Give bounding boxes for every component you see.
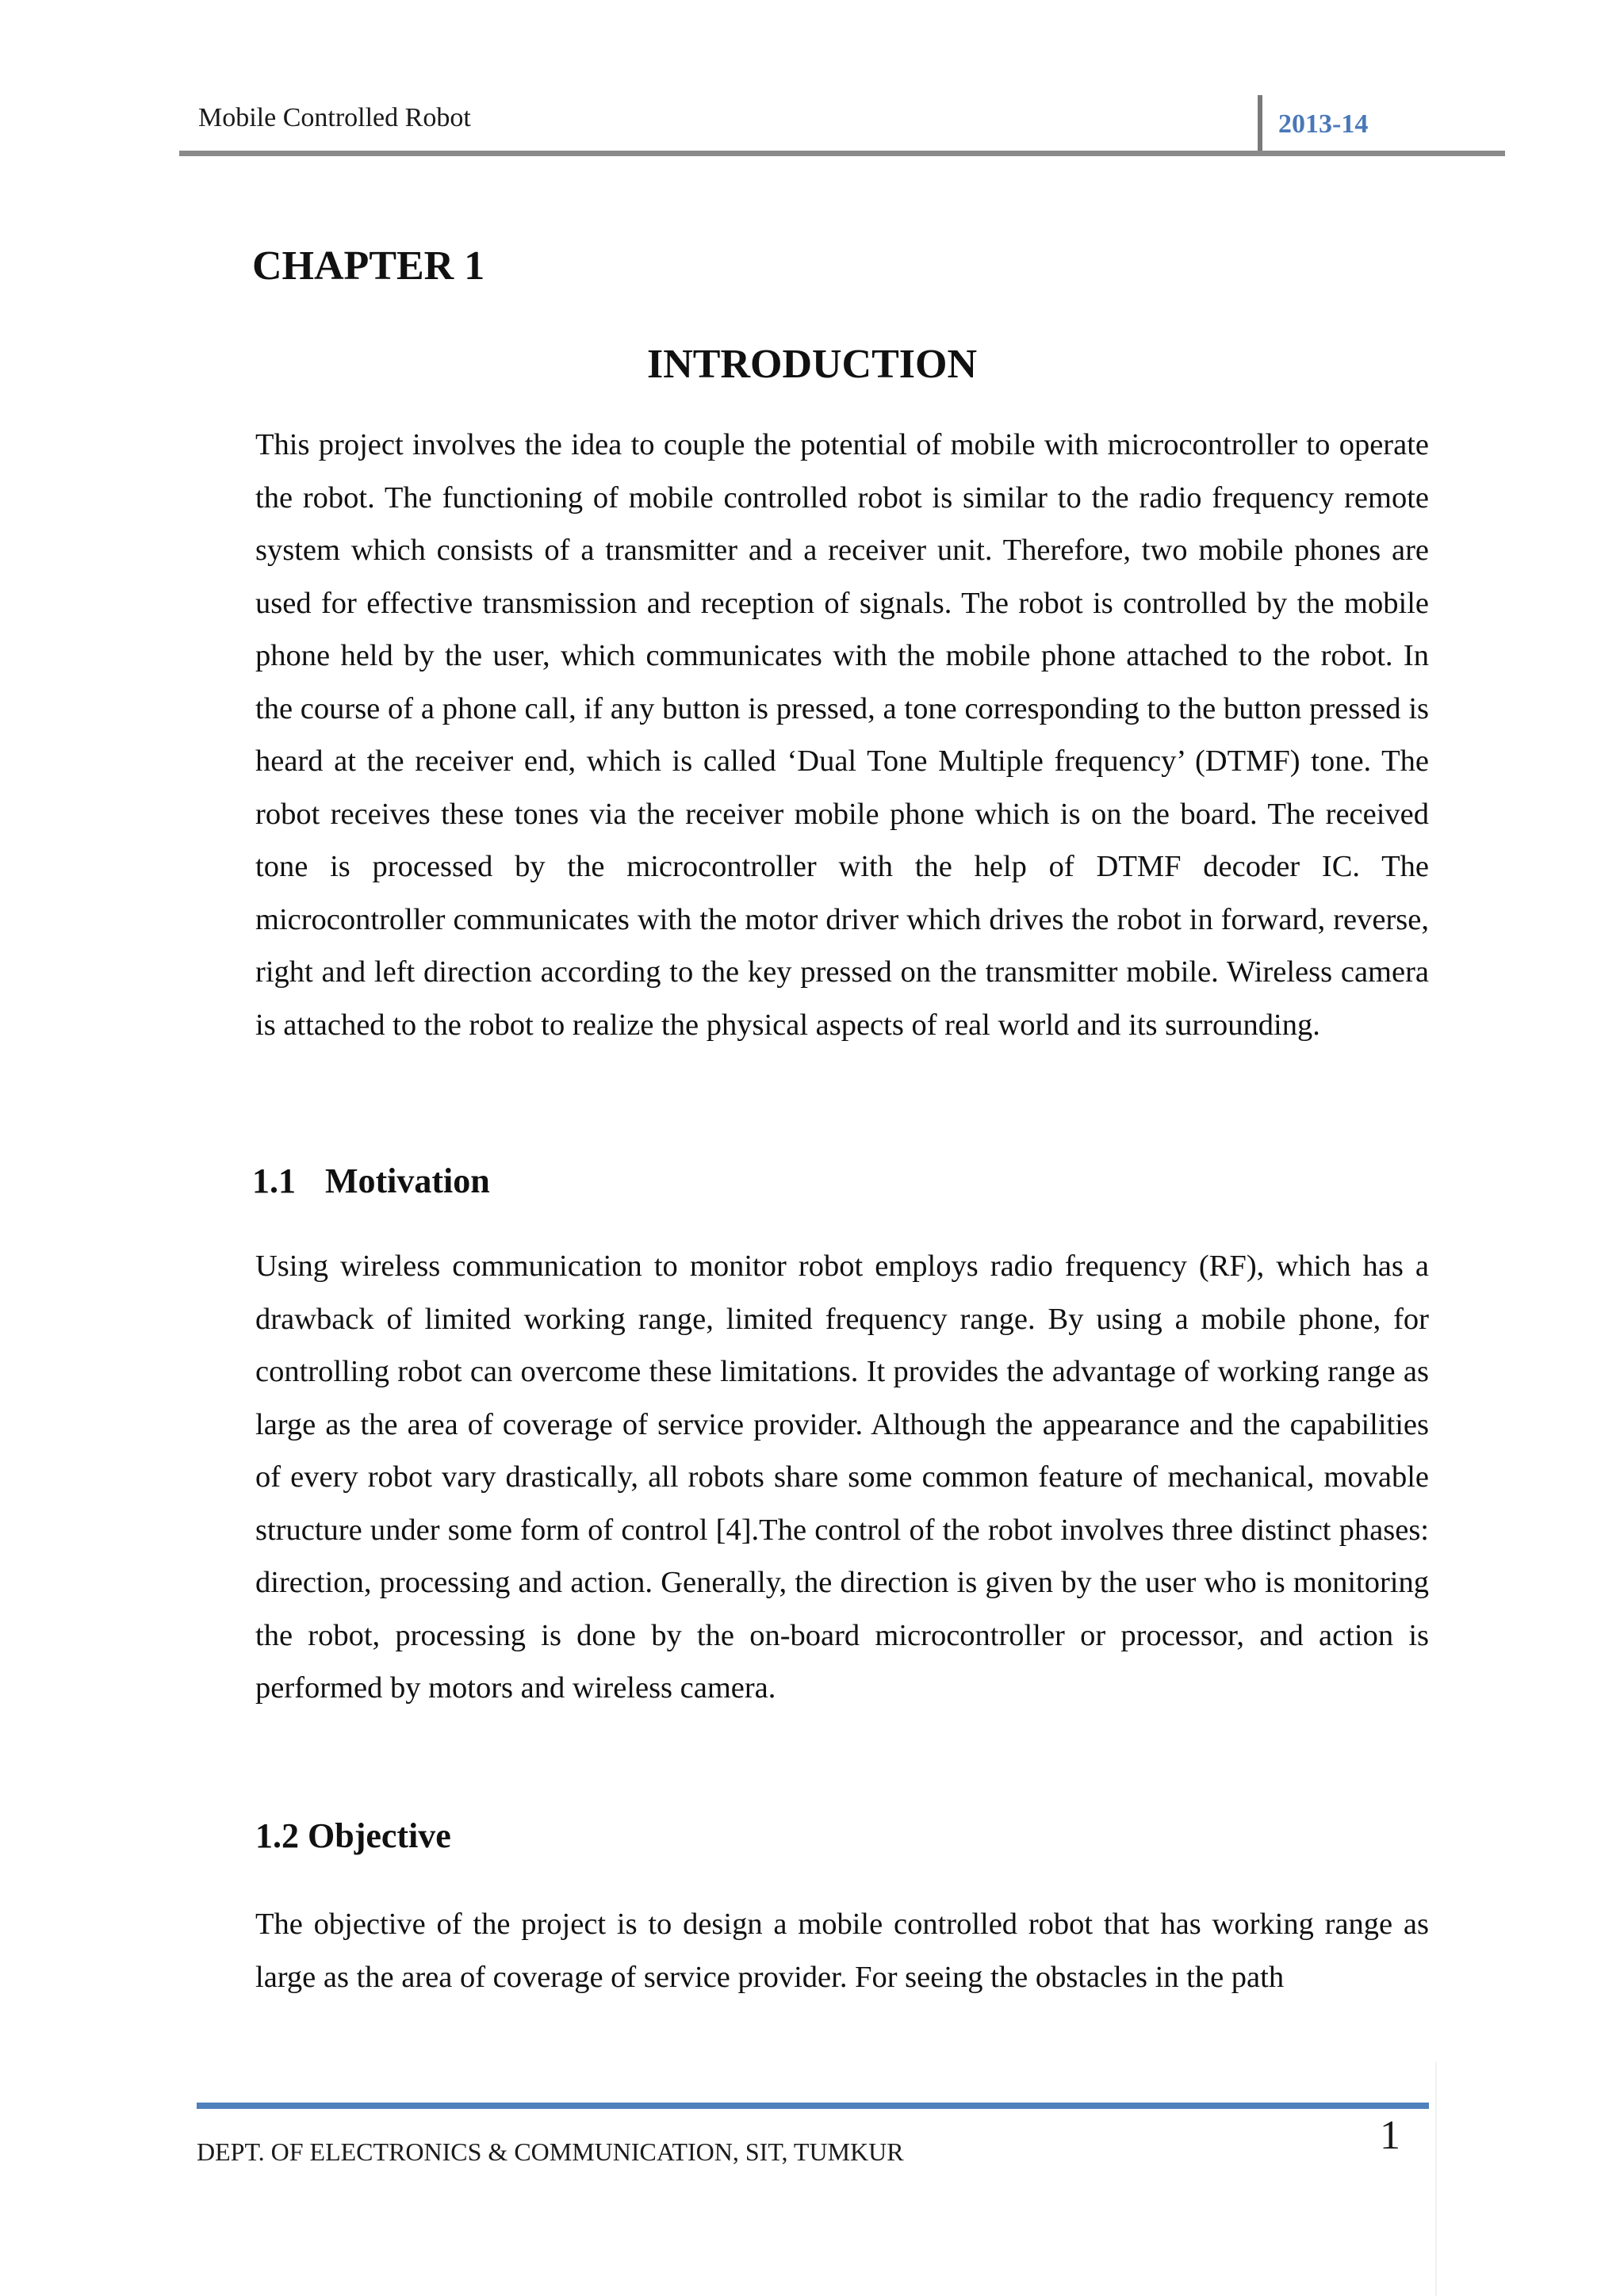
- motivation-paragraph: Using wireless communication to monitor robot employs radio frequency (RF), which has a drawback of limited working range, limited frequency range. By using a mobile phone, for controlling robot can overcome these limitations. It provides the advantage of working range as large as the area of coverage of service provider. Although the appearance and the capabilities of every robot vary drastically, all robots share some common feature of mechanical, movable structure under some form of control [4].The control of the robot involves three distinct phases: direction, processing and action. Generally, the direction is given by the user who is monitoring the robot, processing is done by the on-board microcontroller or processor, and action is performed by motors and wireless camera.: [255, 1249, 1429, 1705]
- section-number: 1.1: [252, 1161, 296, 1200]
- chapter-label: CHAPTER 1: [252, 243, 485, 289]
- footer-rule: [197, 2103, 1429, 2109]
- intro-paragraph: This project involves the idea to couple the potential of mobile with microcontroller to operate the robot. The functioning of mobile controlled robot is similar to the radio frequency remote system which consists of a transmitter and a receiver unit. Therefore, two mobile phones are used for effective transmission and reception of signals. The robot is controlled by the mobile phone held by the user, which communicates with the mobile phone attached to the robot. In the course of a phone call, if any button is pressed, a tone corresponding to the button pressed is heard at the receiver end, which is called ‘Dual Tone Multiple frequency’ (DTMF) tone. The robot receives these tones via the receiver mobile phone which is on the board. The received tone is processed by the microcontroller with the help of DTMF decoder IC. The microcontroller communicates with the motor driver which drives the robot in forward, reverse, right and left direction according to the key pressed on the transmitter mobile. Wireless camera is attached to the robot to realize the physical aspects of real world and its surrounding.: [255, 428, 1429, 1042]
- header-divider: [1258, 95, 1262, 152]
- page-edge-shadow: [1435, 2061, 1437, 2296]
- section-heading-motivation: [252, 1161, 490, 1201]
- section-heading-objective: 1.2 Objective: [255, 1816, 451, 1855]
- page-number: 1: [1380, 2113, 1400, 2158]
- running-header-year: 2013-14: [1278, 109, 1369, 139]
- objective-paragraph: The objective of the project is to design a mobile controlled robot that has working range as large as the area of coverage of service provider. For seeing the obstacles in the path: [255, 1908, 1429, 1994]
- footer-department: DEPT. OF ELECTRONICS & COMMUNICATION, SIT, TUMKUR: [197, 2137, 904, 2166]
- section-title: Motivation: [325, 1161, 490, 1200]
- chapter-title: INTRODUCTION: [646, 342, 978, 387]
- header-rule: [179, 151, 1505, 156]
- running-header-title: Mobile Controlled Robot: [198, 103, 471, 132]
